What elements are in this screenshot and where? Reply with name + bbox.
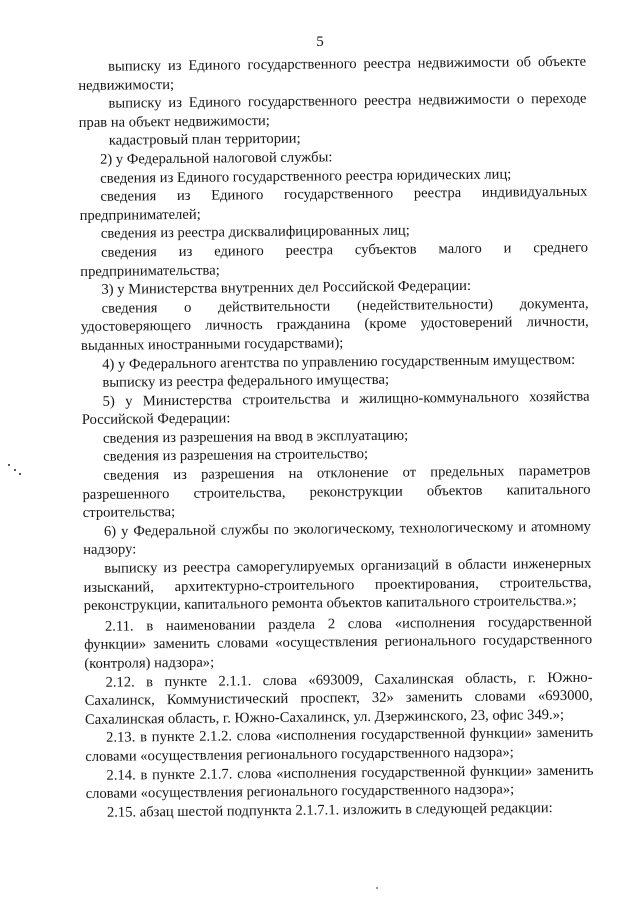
paragraph-4: 2) у Федеральной налоговой службы: [99,149,333,168]
paragraph-18: выписку из реестра саморегулируемых организаций в области инженерных изысканий, архитектурно-строительного проектирования, строительства, реконструкции, капитального ремонта объектов капитального строительства.»; [83,555,592,615]
paragraph-15: сведения из разрешения на строительство; [103,446,369,466]
paragraph-21: 2.13. в пункте 2.1.2. слова «исполнения государственной функции» заменить словами «осуществления регионального государственного надзора»; [85,725,594,765]
paragraph-11: 4) у Федерального агентства по управлению государственным имуществом: [102,351,576,373]
paragraph-20: 2.12. в пункте 2.1.1. слова «693009, Сахалинская область, г. Южно-Сахалинск, Коммунистический проспект, 32» заменить словами «693000, Сахалинская область, г. Южно-Сахалинск, ул. Дзержинского, 23, офис 349.»; [84,669,593,728]
paragraph-23: 2.15. абзац шестой подпункта 2.1.7.1. изложить в следующей редакции: [106,799,553,821]
page-number: 5 [316,34,324,50]
paragraph-19: 2.11. в наименовании раздела 2 слова «исполнения государственной функции» заменить словами «осуществления регионального государственного (контроля) надзора»; [84,613,593,672]
paragraph-6: сведения из Единого государственного реестра индивидуальных предпринимателей; [79,183,588,224]
paragraph-17: 6) у Федеральной службы по экологическому, технологическому и атомному надзору: [83,518,592,559]
paragraph-10: сведения о действительности (недействительности) документа, удостоверяющего личность гражданина (кроме удостоверений личности, выданных иностранными государствами); [80,295,589,354]
paragraph-16: сведения из разрешения на отклонение от предельных параметров разрешенного строительства, реконструкции объектов капитального строительства; [82,462,591,522]
paragraph-8: сведения из единого реестра субъектов малого и среднего предпринимательства; [80,239,589,280]
scan-speck [376,887,378,889]
paragraph-5: сведения из Единого государственного реестра юридических лиц; [100,166,512,187]
scan-mark-dot [14,469,16,471]
margin-scan-marks [8,464,22,476]
paragraph-13: 5) у Министерства строительства и жилищно-коммунального хозяйства Российской Федерации: [81,388,590,429]
paragraph-14: сведения из разрешения на ввод в эксплуатацию; [102,427,409,447]
paragraph-12: выписку из реестра федерального имущества; [102,371,390,391]
paragraph-3: кадастровый план территории; [108,131,301,150]
scan-mark-dot [8,464,10,466]
paragraph-9: 3) у Министерства внутренних дел Российской Федерации: [101,278,472,298]
paragraph-2: выписку из Единого государственного реестра недвижимости о переходе прав на объект недвижимости; [78,90,587,131]
paragraph-7: сведения из реестра дисквалифицированных лиц; [100,222,410,243]
document-body [78,53,594,823]
scan-mark-dot [19,473,21,475]
paragraph-1: выписку из Единого государственного реестра недвижимости об объекте недвижимости; [78,53,587,94]
paragraph-22: 2.14. в пункте 2.1.7. слова «исполнения государственной функции» заменить словами «осуществления регионального государственного надзора»; [85,762,594,803]
